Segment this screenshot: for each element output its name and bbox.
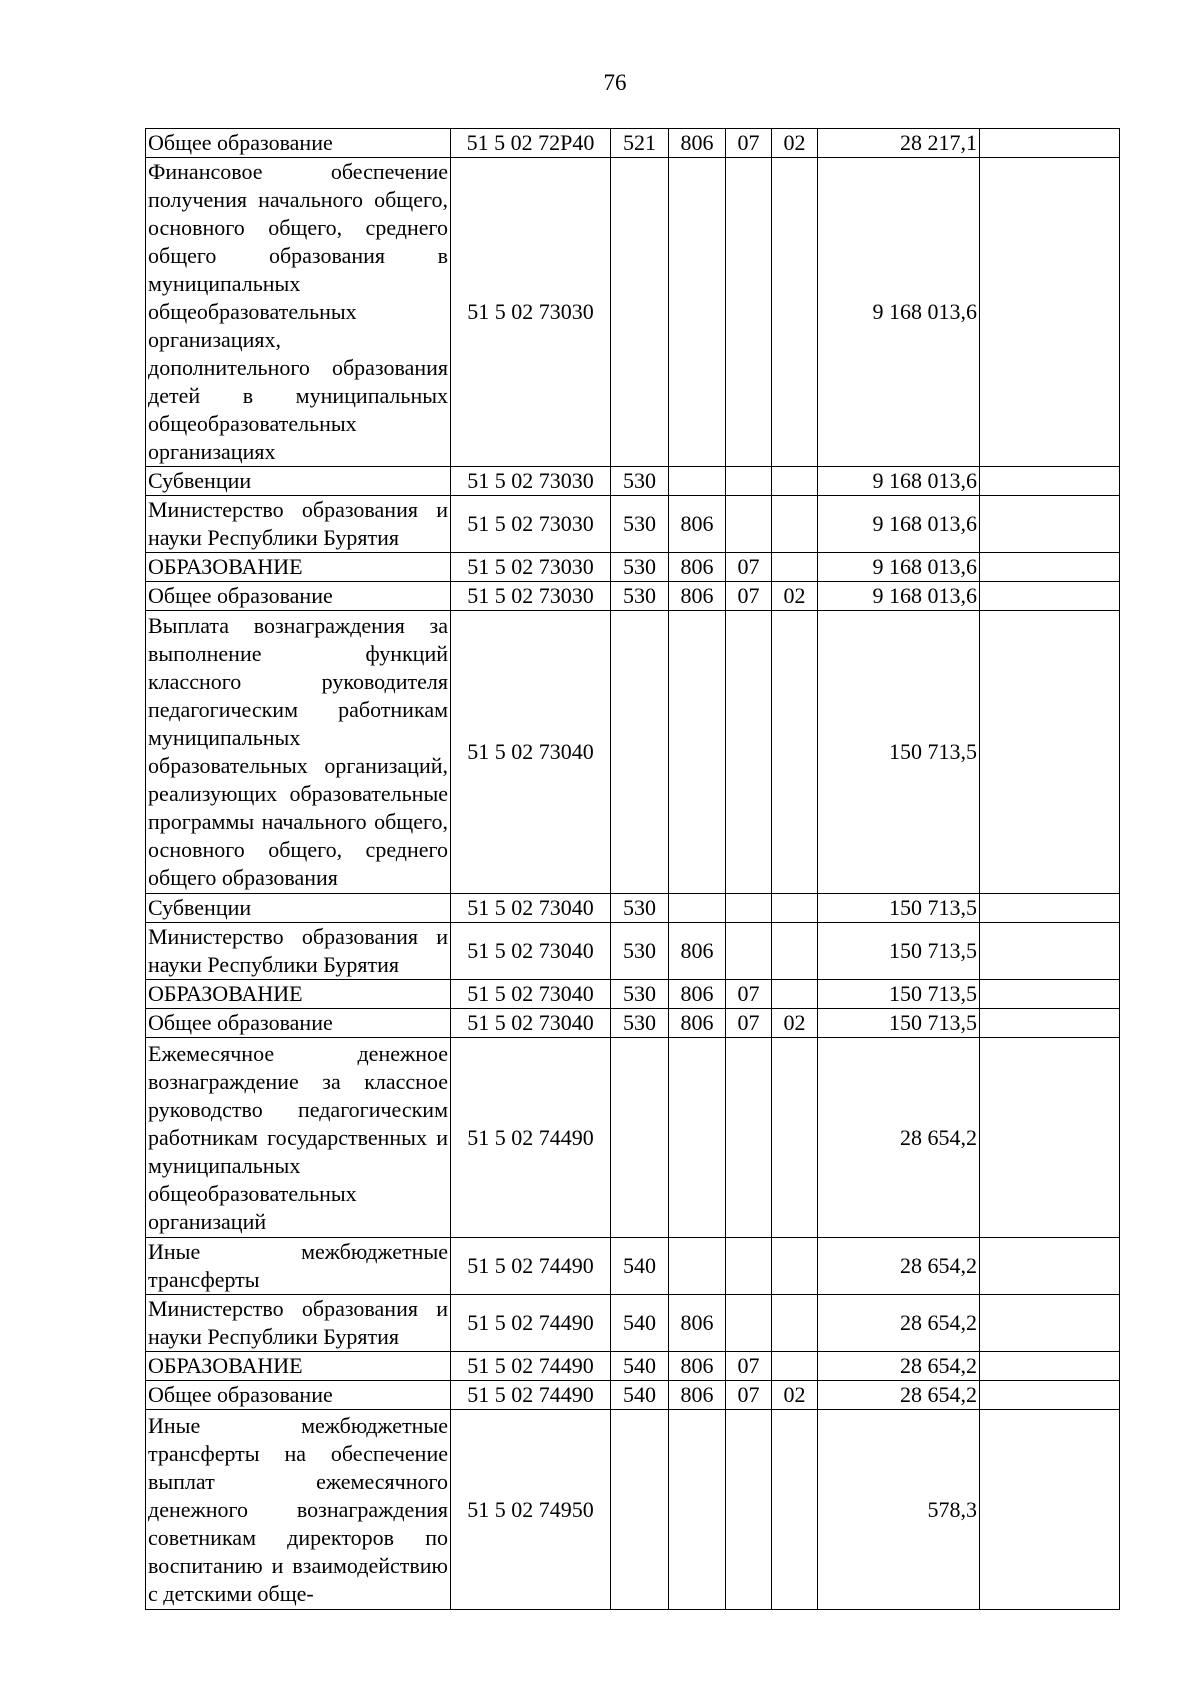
row-empty-cell <box>980 1381 1120 1410</box>
table-row <box>146 1295 1120 1352</box>
row-expense-type <box>611 1038 669 1238</box>
row-ministry-code <box>669 894 726 923</box>
row-section: 07 <box>726 582 772 611</box>
row-ministry-code: 806 <box>669 980 726 1009</box>
row-name: Ежемесячное денежное вознаграждение за классное руководство педагогическим работникам государственных и муниципальных общеобразовательных организаций <box>146 1038 451 1238</box>
table-row <box>146 553 1120 582</box>
row-subsection: 02 <box>772 1381 818 1410</box>
row-amount: 28 654,2 <box>818 1295 980 1352</box>
row-section: 07 <box>726 1009 772 1038</box>
row-subsection <box>772 467 818 496</box>
row-ministry-code: 806 <box>669 496 726 553</box>
row-subsection <box>772 923 818 980</box>
row-subsection <box>772 1038 818 1238</box>
row-name: Общее образование <box>146 129 451 158</box>
row-name: ОБРАЗОВАНИЕ <box>146 980 451 1009</box>
row-expense-type: 521 <box>611 129 669 158</box>
row-expense-type: 530 <box>611 582 669 611</box>
row-name: Общее образование <box>146 582 451 611</box>
row-ministry-code: 806 <box>669 1009 726 1038</box>
row-expense-type <box>611 611 669 894</box>
row-expense-type: 530 <box>611 467 669 496</box>
page-number: 76 <box>603 70 627 95</box>
row-section <box>726 1295 772 1352</box>
row-ministry-code: 806 <box>669 1381 726 1410</box>
row-subsection: 02 <box>772 582 818 611</box>
row-section <box>726 1038 772 1238</box>
row-ministry-code: 806 <box>669 129 726 158</box>
row-section <box>726 1410 772 1610</box>
row-amount: 9 168 013,6 <box>818 582 980 611</box>
table-row <box>146 1352 1120 1381</box>
row-amount: 150 713,5 <box>818 894 980 923</box>
row-amount: 150 713,5 <box>818 1009 980 1038</box>
row-name: ОБРАЗОВАНИЕ <box>146 1352 451 1381</box>
row-expense-type: 530 <box>611 923 669 980</box>
row-subsection <box>772 1238 818 1295</box>
row-empty-cell <box>980 158 1120 467</box>
row-expense-type: 530 <box>611 553 669 582</box>
row-expense-type: 530 <box>611 1009 669 1038</box>
row-expense-type: 530 <box>611 496 669 553</box>
row-name: Министерство образования и науки Республики Бурятия <box>146 496 451 553</box>
row-target-code: 51 5 02 74490 <box>451 1238 611 1295</box>
row-subsection <box>772 158 818 467</box>
row-empty-cell <box>980 129 1120 158</box>
row-subsection <box>772 1352 818 1381</box>
row-amount: 150 713,5 <box>818 611 980 894</box>
row-section <box>726 467 772 496</box>
table-row <box>146 1381 1120 1410</box>
row-name: Иные межбюджетные трансферты на обеспечение выплат ежемесячного денежного вознаграждения советникам директоров по воспитанию и взаимодействию с детскими обще- <box>146 1410 451 1610</box>
row-empty-cell <box>980 980 1120 1009</box>
row-section <box>726 923 772 980</box>
row-section: 07 <box>726 129 772 158</box>
table-row <box>146 158 1120 467</box>
row-name: Финансовое обеспечение получения начального общего, основного общего, среднего общего образования в муниципальных общеобразовательных организациях, дополнительного образования детей в муниципальных общеобразовательных организациях <box>146 158 451 467</box>
row-empty-cell <box>980 1295 1120 1352</box>
row-empty-cell <box>980 1038 1120 1238</box>
row-name: Общее образование <box>146 1381 451 1410</box>
row-target-code: 51 5 02 73040 <box>451 980 611 1009</box>
table-row <box>146 980 1120 1009</box>
row-ministry-code <box>669 1038 726 1238</box>
table-row <box>146 1009 1120 1038</box>
row-ministry-code: 806 <box>669 582 726 611</box>
table-row <box>146 582 1120 611</box>
row-target-code: 51 5 02 73040 <box>451 611 611 894</box>
row-subsection <box>772 496 818 553</box>
row-section <box>726 1238 772 1295</box>
row-ministry-code: 806 <box>669 553 726 582</box>
row-ministry-code <box>669 1238 726 1295</box>
row-ministry-code <box>669 611 726 894</box>
row-section <box>726 496 772 553</box>
row-expense-type: 530 <box>611 980 669 1009</box>
row-expense-type: 530 <box>611 894 669 923</box>
row-name: Министерство образования и науки Республики Бурятия <box>146 923 451 980</box>
table-row <box>146 1238 1120 1295</box>
row-name: ОБРАЗОВАНИЕ <box>146 553 451 582</box>
row-amount: 9 168 013,6 <box>818 553 980 582</box>
row-name: Выплата вознаграждения за выполнение функций классного руководителя педагогическим работникам муниципальных образовательных организаций, реализующих образовательные программы начального общего, основного общего, среднего общего образования <box>146 611 451 894</box>
row-name: Министерство образования и науки Республики Бурятия <box>146 1295 451 1352</box>
row-amount: 150 713,5 <box>818 923 980 980</box>
row-empty-cell <box>980 467 1120 496</box>
budget-table <box>145 128 1120 1610</box>
row-amount: 28 654,2 <box>818 1238 980 1295</box>
row-section <box>726 611 772 894</box>
row-target-code: 51 5 02 73030 <box>451 582 611 611</box>
row-empty-cell <box>980 923 1120 980</box>
row-name: Общее образование <box>146 1009 451 1038</box>
row-amount: 9 168 013,6 <box>818 158 980 467</box>
row-amount: 28 654,2 <box>818 1352 980 1381</box>
row-target-code: 51 5 02 73030 <box>451 158 611 467</box>
row-amount: 9 168 013,6 <box>818 467 980 496</box>
row-name: Субвенции <box>146 467 451 496</box>
row-amount: 578,3 <box>818 1410 980 1610</box>
row-target-code: 51 5 02 74490 <box>451 1295 611 1352</box>
row-ministry-code: 806 <box>669 923 726 980</box>
row-subsection <box>772 980 818 1009</box>
table-row <box>146 894 1120 923</box>
row-ministry-code <box>669 1410 726 1610</box>
table-row <box>146 129 1120 158</box>
row-subsection <box>772 894 818 923</box>
table-row <box>146 1410 1120 1610</box>
row-name: Субвенции <box>146 894 451 923</box>
row-ministry-code: 806 <box>669 1295 726 1352</box>
row-empty-cell <box>980 1238 1120 1295</box>
row-section <box>726 158 772 467</box>
row-section <box>726 894 772 923</box>
row-expense-type <box>611 158 669 467</box>
row-empty-cell <box>980 1352 1120 1381</box>
row-empty-cell <box>980 1009 1120 1038</box>
row-section: 07 <box>726 1352 772 1381</box>
row-subsection <box>772 1410 818 1610</box>
row-target-code: 51 5 02 73030 <box>451 496 611 553</box>
row-amount: 150 713,5 <box>818 980 980 1009</box>
row-section: 07 <box>726 1381 772 1410</box>
row-subsection: 02 <box>772 129 818 158</box>
row-name: Иные межбюджетные трансферты <box>146 1238 451 1295</box>
row-target-code: 51 5 02 73030 <box>451 467 611 496</box>
row-empty-cell <box>980 1410 1120 1610</box>
row-target-code: 51 5 02 74490 <box>451 1038 611 1238</box>
row-empty-cell <box>980 582 1120 611</box>
row-section: 07 <box>726 553 772 582</box>
row-amount: 9 168 013,6 <box>818 496 980 553</box>
row-amount: 28 217,1 <box>818 129 980 158</box>
row-expense-type: 540 <box>611 1352 669 1381</box>
row-empty-cell <box>980 894 1120 923</box>
row-expense-type: 540 <box>611 1238 669 1295</box>
row-subsection <box>772 1295 818 1352</box>
row-amount: 28 654,2 <box>818 1381 980 1410</box>
row-target-code: 51 5 02 74950 <box>451 1410 611 1610</box>
table-row <box>146 923 1120 980</box>
row-empty-cell <box>980 496 1120 553</box>
table-row <box>146 611 1120 894</box>
row-ministry-code <box>669 467 726 496</box>
table-row <box>146 467 1120 496</box>
row-amount: 28 654,2 <box>818 1038 980 1238</box>
table-row <box>146 496 1120 553</box>
row-target-code: 51 5 02 73030 <box>451 553 611 582</box>
row-target-code: 51 5 02 73040 <box>451 894 611 923</box>
row-expense-type: 540 <box>611 1381 669 1410</box>
table-row <box>146 1038 1120 1238</box>
row-target-code: 51 5 02 73040 <box>451 1009 611 1038</box>
row-target-code: 51 5 02 74490 <box>451 1381 611 1410</box>
row-expense-type <box>611 1410 669 1610</box>
row-ministry-code <box>669 158 726 467</box>
row-empty-cell <box>980 553 1120 582</box>
row-subsection <box>772 611 818 894</box>
row-ministry-code: 806 <box>669 1352 726 1381</box>
row-subsection: 02 <box>772 1009 818 1038</box>
row-target-code: 51 5 02 72Р40 <box>451 129 611 158</box>
row-expense-type: 540 <box>611 1295 669 1352</box>
row-target-code: 51 5 02 73040 <box>451 923 611 980</box>
row-section: 07 <box>726 980 772 1009</box>
row-target-code: 51 5 02 74490 <box>451 1352 611 1381</box>
row-empty-cell <box>980 611 1120 894</box>
row-subsection <box>772 553 818 582</box>
